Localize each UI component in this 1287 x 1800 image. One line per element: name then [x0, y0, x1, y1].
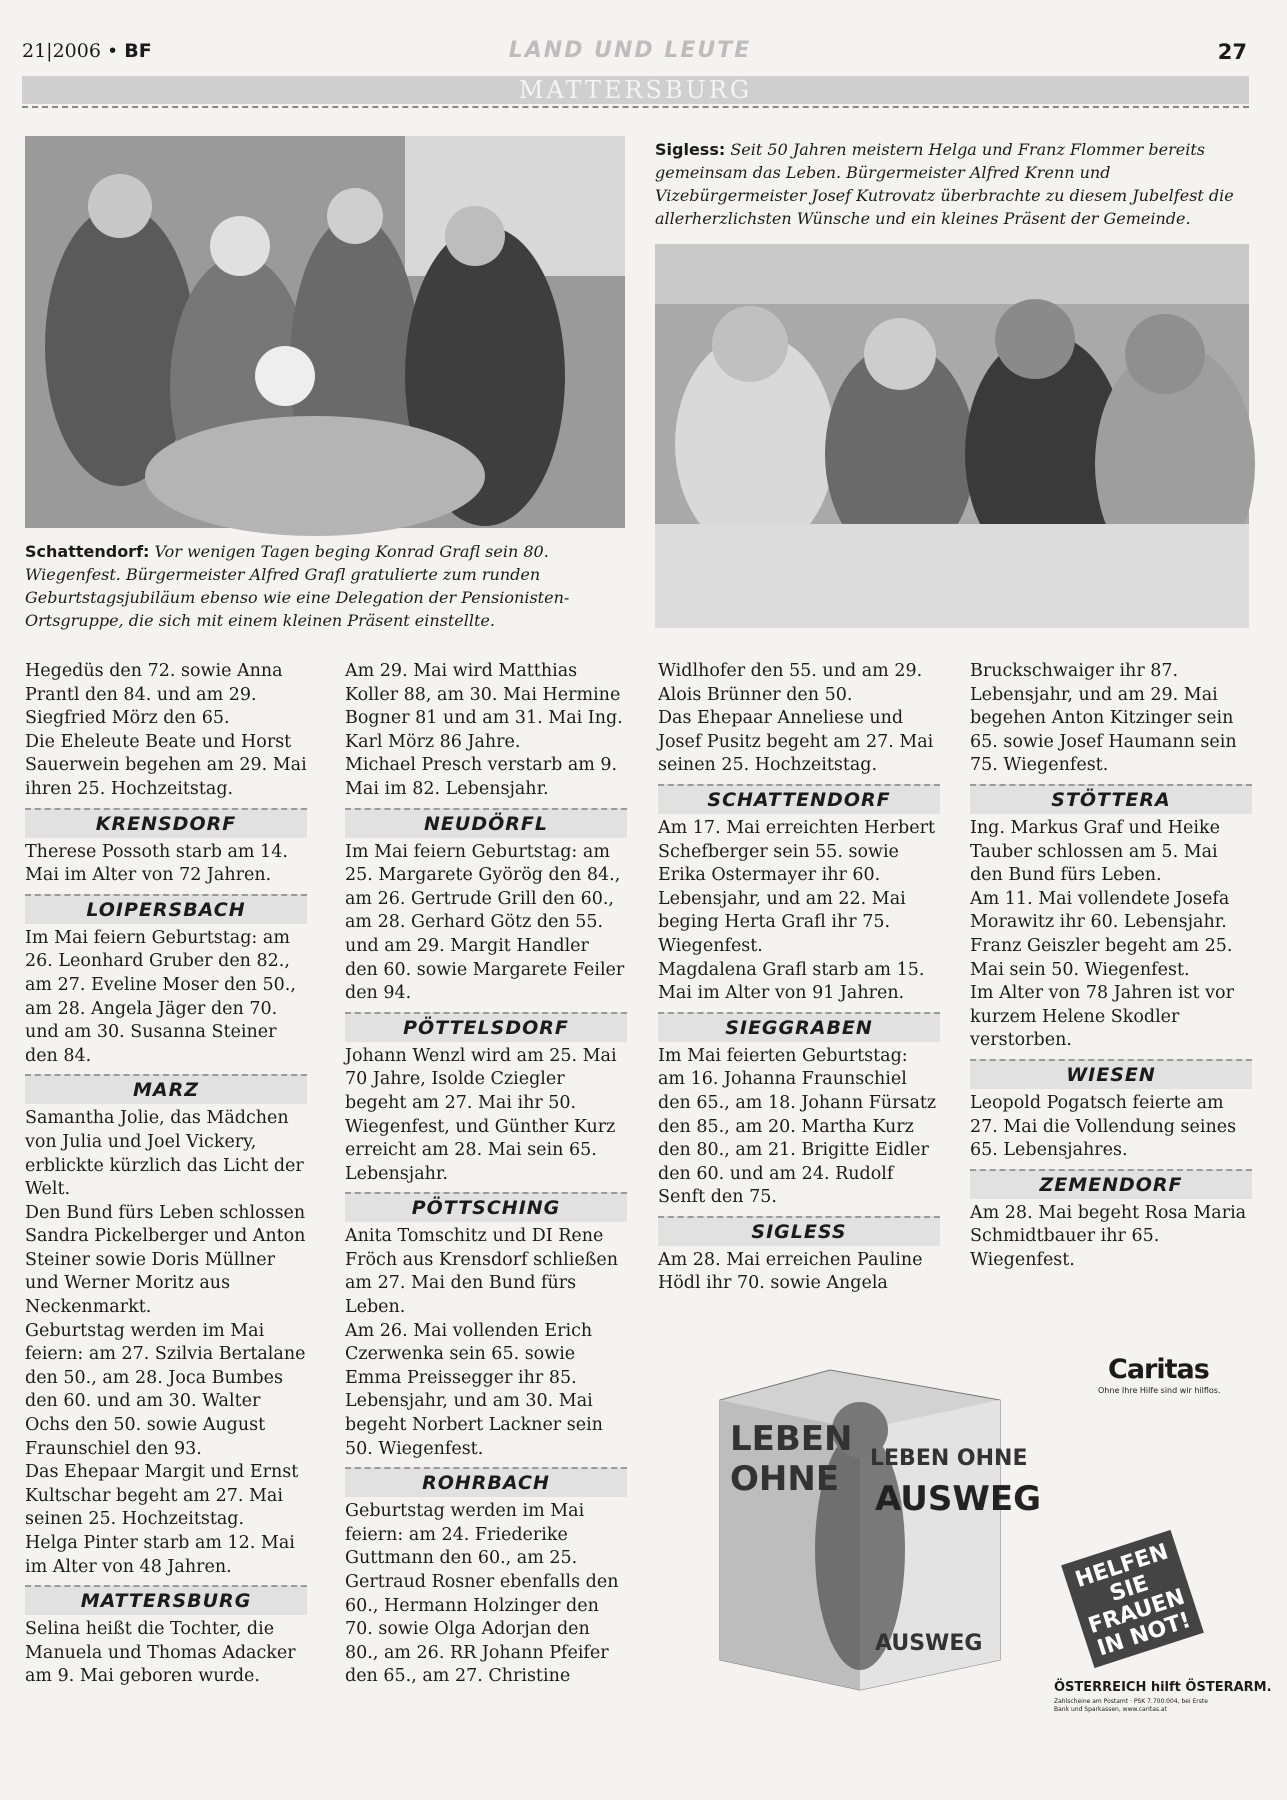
paragraph: Bruckschwaiger ihr 87. Lebensjahr, und am 29. Mai begehen Anton Kitzinger sein 65. sowie Josef Haumann sein 75. Wiegenfest.: [970, 661, 1237, 776]
paragraph: Am 11. Mai vollendete Josefa Morawitz ihr 60. Lebensjahr.: [970, 888, 1230, 933]
paragraph: Die Eheleute Beate und Horst Sauerwein begehen am 29. Mai ihren 25. Hochzeitstag.: [25, 731, 307, 799]
column-3: [658, 660, 940, 1296]
heading-sieggraben: SIEGGRABEN: [658, 1012, 940, 1042]
heading-stoettera: STÖTTERA: [970, 784, 1252, 814]
cube-word: LEBEN OHNE: [870, 1446, 1028, 1471]
heading-mattersburg: MATTERSBURG: [25, 1585, 307, 1615]
paragraph: Am 28. Mai begeht Rosa Maria Schmidtbauer ihr 65. Wiegenfest.: [970, 1202, 1247, 1270]
paragraph: Anita Tomschitz und DI Rene Fröch aus Krensdorf schließen am 27. Mai den Bund fürs Leben.: [345, 1226, 619, 1318]
paragraph: Im Mai feiern Geburtstag: am 26. Leonhard Gruber den 82., am 27. Eveline Moser den 50., am 28. Angela Jäger den 70. und am 30. Susanna Steiner den 84.: [25, 927, 296, 1066]
paragraph: Ing. Markus Graf und Heike Tauber schlossen am 5. Mai den Bund fürs Leben.: [970, 817, 1220, 886]
paragraph: Johann Wenzl wird am 25. Mai 70 Jahre, Isolde Cziegler begeht am 27. Mai ihr 50. Wiegenfest, und Günther Kurz erreicht am 28. Mai sein 65. Lebensjahr.: [345, 1045, 617, 1184]
heading-poettsching: PÖTTSCHING: [345, 1192, 627, 1222]
caption-schattendorf: [25, 540, 625, 632]
ad-slogan: ÖSTERREICH hilft ÖSTERARM.: [1054, 1680, 1272, 1695]
heading-sigless: SIGLESS: [658, 1216, 940, 1246]
publication-name: BF: [124, 40, 152, 62]
paragraph: Selina heißt die Tochter, die Manuela und Thomas Adacker am 9. Mai geboren wurde.: [25, 1619, 296, 1687]
paragraph: Am 26. Mai vollenden Erich Czerwenka sein 65. sowie Emma Preissegger ihr 85. Lebensjahr, und am 30. Mai begeht Norbert Lackner sein 50. Wiegenfest.: [345, 1320, 603, 1459]
caritas-logo: Caritas: [1108, 1354, 1209, 1385]
section-title: LAND UND LEUTE: [508, 38, 752, 63]
paragraph: Magdalena Grafl starb am 15. Mai im Alter von 91 Jahren.: [658, 959, 925, 1004]
heading-schattendorf: SCHATTENDORF: [658, 784, 940, 814]
ad-cube-image: [710, 1360, 1041, 1690]
header-divider: [22, 106, 1249, 108]
paragraph: Michael Presch verstarb am 9. Mai im 82. Lebensjahr.: [345, 755, 618, 799]
caritas-tagline: Ohne Ihre Hilfe sind wir hilflos.: [1098, 1386, 1221, 1395]
column-2: [345, 660, 627, 1689]
heading-wiesen: WIESEN: [970, 1059, 1252, 1089]
issue-info: [22, 40, 152, 62]
paragraph: Das Ehepaar Margit und Ernst Kultschar begeht am 27. Mai seinen 25. Hochzeitstag.: [25, 1462, 299, 1530]
caption-place: Schattendorf:: [25, 542, 150, 561]
paragraph: Widlhofer den 55. und am 29. Alois Brünner den 50.: [658, 661, 923, 705]
column-1: [25, 660, 307, 1689]
paragraph: Geburtstag werden im Mai feiern: am 27. Szilvia Bertalane den 50., am 28. Joca Bumbes den 60. und am 30. Walter Ochs den 50. sowie August Fraunschiel den 93.: [25, 1320, 306, 1459]
paragraph: Franz Geiszler begeht am 25. Mai sein 50. Wiegenfest.: [970, 935, 1233, 980]
cube-word: OHNE: [730, 1459, 840, 1499]
caption-sigless: [655, 138, 1245, 230]
cube-word: LEBEN: [730, 1419, 853, 1459]
heading-krensdorf: KRENSDORF: [25, 808, 307, 838]
paragraph: Den Bund fürs Leben schlossen Sandra Pickelberger und Anton Steiner sowie Doris Müllner und Werner Moritz aus Neckenmarkt.: [25, 1202, 306, 1318]
heading-neudoerfl: NEUDÖRFL: [345, 808, 627, 838]
paragraph: Leopold Pogatsch feierte am 27. Mai die Vollendung seines 65. Lebensjahres.: [970, 1092, 1237, 1161]
paragraph: Therese Possoth starb am 14. Mai im Alter von 72 Jahren.: [25, 841, 288, 886]
photo-schattendorf: [25, 136, 625, 528]
paragraph: Am 28. Mai erreichen Pauline Hödl ihr 70. sowie Angela: [658, 1249, 923, 1294]
paragraph: Im Alter von 78 Jahren ist vor kurzem Helene Skodler verstorben.: [970, 983, 1234, 1051]
caption-place: Sigless:: [655, 140, 726, 159]
paragraph: Im Mai feiern Geburtstag: am 25. Margarete Györög den 84., am 26. Gertrude Grill den 60., am 28. Gerhard Götz den 55. und am 29. Margit Handler den 60. sowie Margarete Feiler den 94.: [345, 841, 625, 1004]
paragraph: Hegedüs den 72. sowie Anna Prantl den 84. und am 29. Siegfried Mörz den 65.: [25, 661, 283, 729]
page-number: 27: [1217, 40, 1247, 64]
paragraph: Geburtstag werden im Mai feiern: am 24. Friederike Guttmann den 60., am 25. Gertraud Rosner ebenfalls den 60., Hermann Holzinger den 70. sowie Olga Adorjan den 80., am 26. RR Johann Pfeifer den 65., am 27. Christine: [345, 1501, 619, 1687]
paragraph: Am 17. Mai erreichten Herbert Schefberger sein 55. sowie Erika Ostermayer ihr 60. Lebensjahr, und am 22. Mai beging Herta Grafl ihr 75. Wiegenfest.: [658, 817, 935, 956]
photo-sigless: [655, 244, 1249, 628]
paragraph: Samantha Jolie, das Mädchen von Julia und Joel Vickery, erblickte kürzlich das Licht der Welt.: [25, 1108, 304, 1200]
heading-zemendorf: ZEMENDORF: [970, 1169, 1252, 1199]
paragraph: Das Ehepaar Anneliese und Josef Pusitz begeht am 27. Mai seinen 25. Hochzeitstag.: [658, 708, 934, 776]
paragraph: Im Mai feierten Geburtstag: am 16. Johanna Fraunschiel den 65., am 18. Johann Fürsatz den 85., am 20. Martha Kurz den 80., am 21. Brigitte Eidler den 60. und am 24. Rudolf Senft den 75.: [658, 1045, 937, 1208]
heading-marz: MARZ: [25, 1074, 307, 1104]
issue-number: 21|2006 •: [22, 40, 119, 62]
paragraph: Helga Pinter starb am 12. Mai im Alter von 48 Jahren.: [25, 1533, 295, 1577]
cube-word: AUSWEG: [875, 1631, 983, 1656]
caption-text: Vor wenigen Tagen beging Konrad Grafl sein 80. Wiegenfest. Bürgermeister Alfred Grafl gratulierte zum runden Geburtstagsjubiläum ebenso wie eine Delegation der Pensionisten-Ortsgruppe, die sich mit einem kleinen Präsent einstellte.: [25, 542, 570, 630]
paragraph: Am 29. Mai wird Matthias Koller 88, am 30. Mai Hermine Bogner 81 und am 31. Mai Ing. Karl Mörz 86 Jahre.: [345, 661, 623, 752]
column-4: [970, 660, 1252, 1272]
caption-text: Seit 50 Jahren meistern Helga und Franz Flommer bereits gemeinsam das Leben. Bürgermeister Alfred Krenn und Vizebürgermeister Josef Kutrovatz überbrachte zu diesem Jubelfest die allerherzlichsten Wünsche und ein kleines Präsent der Gemeinde.: [655, 140, 1234, 228]
heading-loipersbach: LOIPERSBACH: [25, 894, 307, 924]
ad-badge: HELFEN SIE FRAUEN IN NOT!: [1061, 1530, 1204, 1668]
region-banner: MATTERSBURG: [22, 76, 1249, 104]
heading-poettelsdorf: PÖTTELSDORF: [345, 1012, 627, 1042]
cube-word: AUSWEG: [875, 1479, 1041, 1519]
heading-rohrbach: ROHRBACH: [345, 1467, 627, 1497]
ad-fine-print: Zahlscheine am Postamt · PSK 7.700.004, bei Erste Bank und Sparkassen, www.caritas.at: [1054, 1698, 1208, 1713]
